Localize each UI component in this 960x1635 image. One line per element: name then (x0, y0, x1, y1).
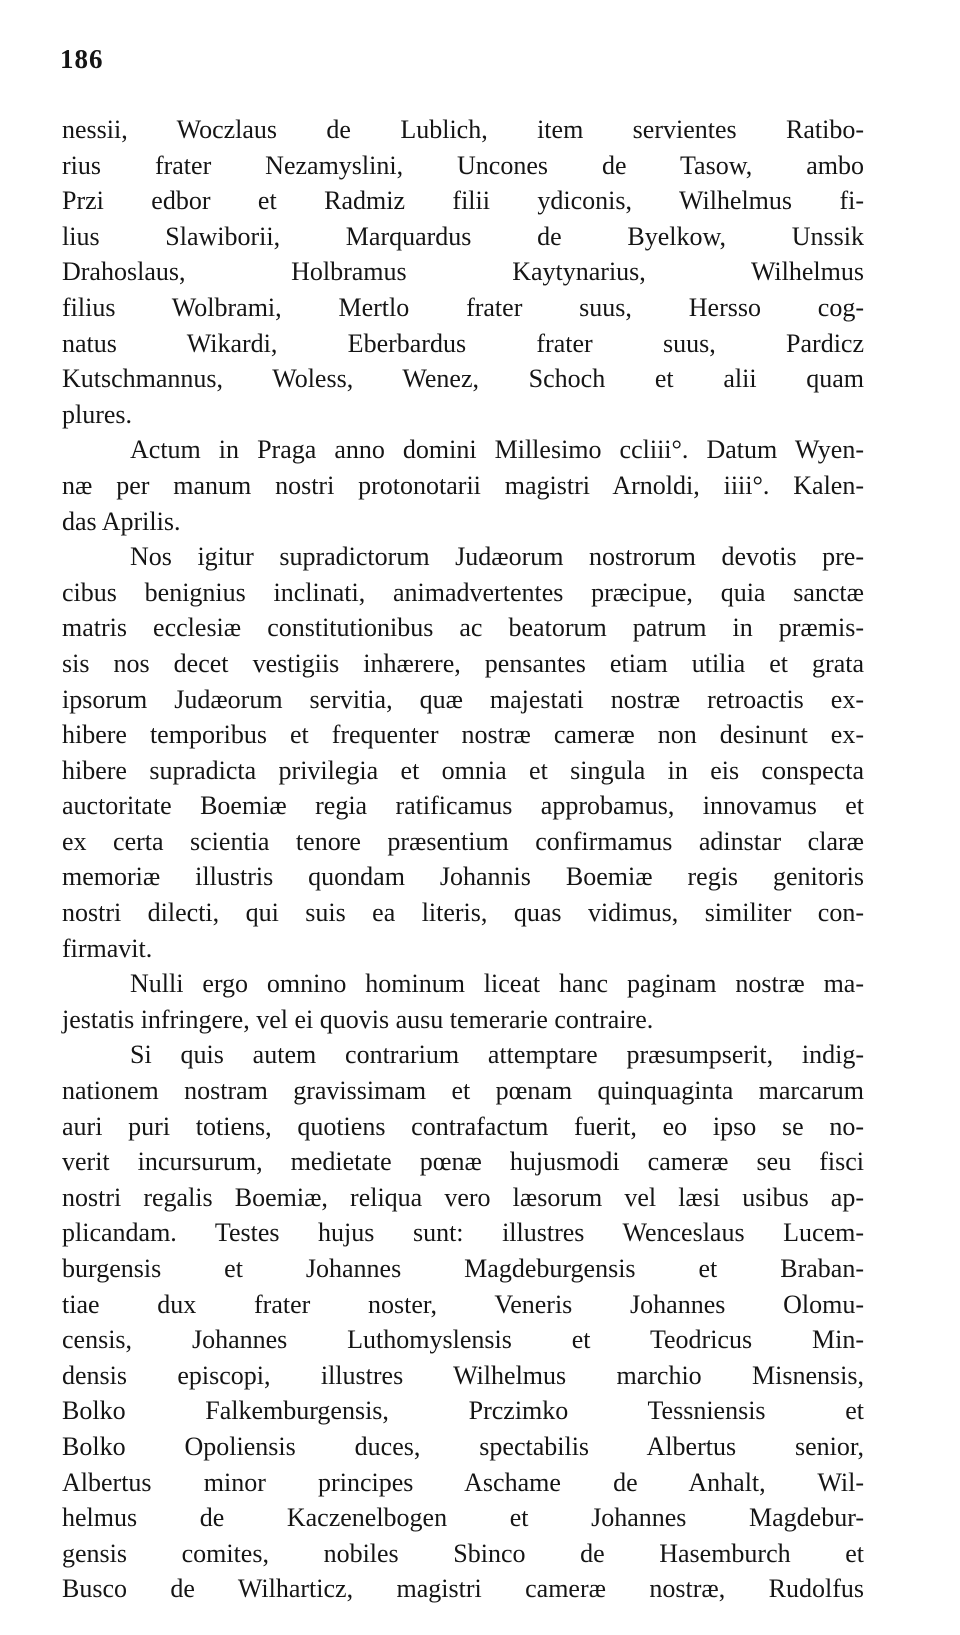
text-line: gensis comites, nobiles Sbinco de Hasemburch et (62, 1538, 864, 1568)
text-line: hibere supradicta privilegia et omnia et singula in eis conspecta (62, 755, 864, 785)
text-line: densis episcopi, illustres Wilhelmus marchio Misnensis, (62, 1360, 864, 1390)
text-line: lius Slawiborii, Marquardus de Byelkow, Unssik (62, 221, 864, 251)
text-line: Przi edbor et Radmiz filii ydiconis, Wilhelmus fi- (62, 186, 864, 216)
text-line: nessii, Woczlaus de Lublich, item servientes Ratibo- (62, 115, 864, 144)
text-line: auctoritate Boemiæ regia ratificamus approbamus, innovamus et (62, 791, 864, 821)
text-line: Albertus minor principes Aschame de Anhalt, Wil- (62, 1467, 864, 1497)
text-line: ex certa scientia tenore præsentium confirmamus adinstar claræ (62, 826, 864, 856)
text-line: filius Wolbrami, Mertlo frater suus, Hersso cog- (62, 292, 864, 322)
text-line: ipsorum Judæorum servitia, quæ majestati nostræ retroactis ex- (62, 684, 864, 714)
text-line: plicandam. Testes hujus sunt: illustres Wenceslaus Lucem- (62, 1218, 864, 1248)
page-number: 186 (60, 44, 104, 74)
text-line: rius frater Nezamyslini, Uncones de Tasow, ambo (62, 150, 864, 180)
text-line: das Aprilis. (62, 506, 181, 536)
text-line: matris ecclesiæ constitutionibus ac beatorum patrum in præmis- (62, 613, 864, 643)
text-line: Drahoslaus, Holbramus Kaytynarius, Wilhelmus (62, 257, 864, 287)
text-line: burgensis et Johannes Magdeburgensis et Braban- (62, 1254, 864, 1283)
text-line: Actum in Praga anno domini Millesimo ccliii°. Datum Wyen- (130, 435, 864, 465)
text-line: nostri dilecti, qui suis ea literis, quas vidimus, similiter con- (62, 898, 864, 928)
text-line: firmavit. (62, 933, 153, 963)
text-line: Bolko Opoliensis duces, spectabilis Albertus senior, (62, 1431, 864, 1461)
text-line: verit incursurum, medietate pœnæ hujusmodi cameræ seu fisci (62, 1147, 864, 1177)
text-line: cibus benignius inclinati, animadvertentes præcipue, quia sanctæ (62, 577, 864, 607)
text-line: hibere temporibus et frequenter nostræ cameræ non desinunt ex- (62, 720, 864, 750)
text-line: censis, Johannes Luthomyslensis et Teodricus Min- (62, 1325, 864, 1355)
text-line: nostri regalis Boemiæ, reliqua vero læsorum vel læsi usibus ap- (62, 1182, 864, 1212)
text-line: Kutschmannus, Woless, Wenez, Schoch et alii quam (62, 364, 864, 394)
text-line: sis nos decet vestigiis inhærere, pensantes etiam utilia et grata (62, 648, 864, 678)
text-line: Nulli ergo omnino hominum liceat hanc paginam nostræ ma- (130, 969, 864, 999)
text-body (62, 112, 864, 1607)
text-line: tiae dux frater noster, Veneris Johannes Olomu- (62, 1289, 864, 1319)
text-line: næ per manum nostri protonotarii magistri Arnoldi, iiii°. Kalen- (62, 470, 864, 500)
text-line: natus Wikardi, Eberbardus frater suus, Pardicz (62, 328, 864, 358)
text-line: Busco de Wilharticz, magistri cameræ nostræ, Rudolfus (62, 1574, 864, 1604)
text-line: helmus de Kaczenelbogen et Johannes Magdebur- (62, 1503, 864, 1533)
text-line: nationem nostram gravissimam et pœnam quinquaginta marcarum (62, 1076, 864, 1106)
text-line: auri puri totiens, quotiens contrafactum fuerit, eo ipso se no- (62, 1111, 864, 1141)
text-line: Nos igitur supradictorum Judæorum nostrorum devotis pre- (130, 542, 864, 572)
text-line: plures. (62, 399, 133, 429)
text-line: Si quis autem contrarium attemptare præsumpserit, indig- (130, 1040, 864, 1070)
text-line: Bolko Falkemburgensis, Prczimko Tessniensis et (62, 1396, 864, 1426)
text-line: jestatis infringere, vel ei quovis ausu temerarie contraire. (62, 1004, 654, 1034)
text-line: memoriæ illustris quondam Johannis Boemiæ regis genitoris (62, 862, 864, 892)
